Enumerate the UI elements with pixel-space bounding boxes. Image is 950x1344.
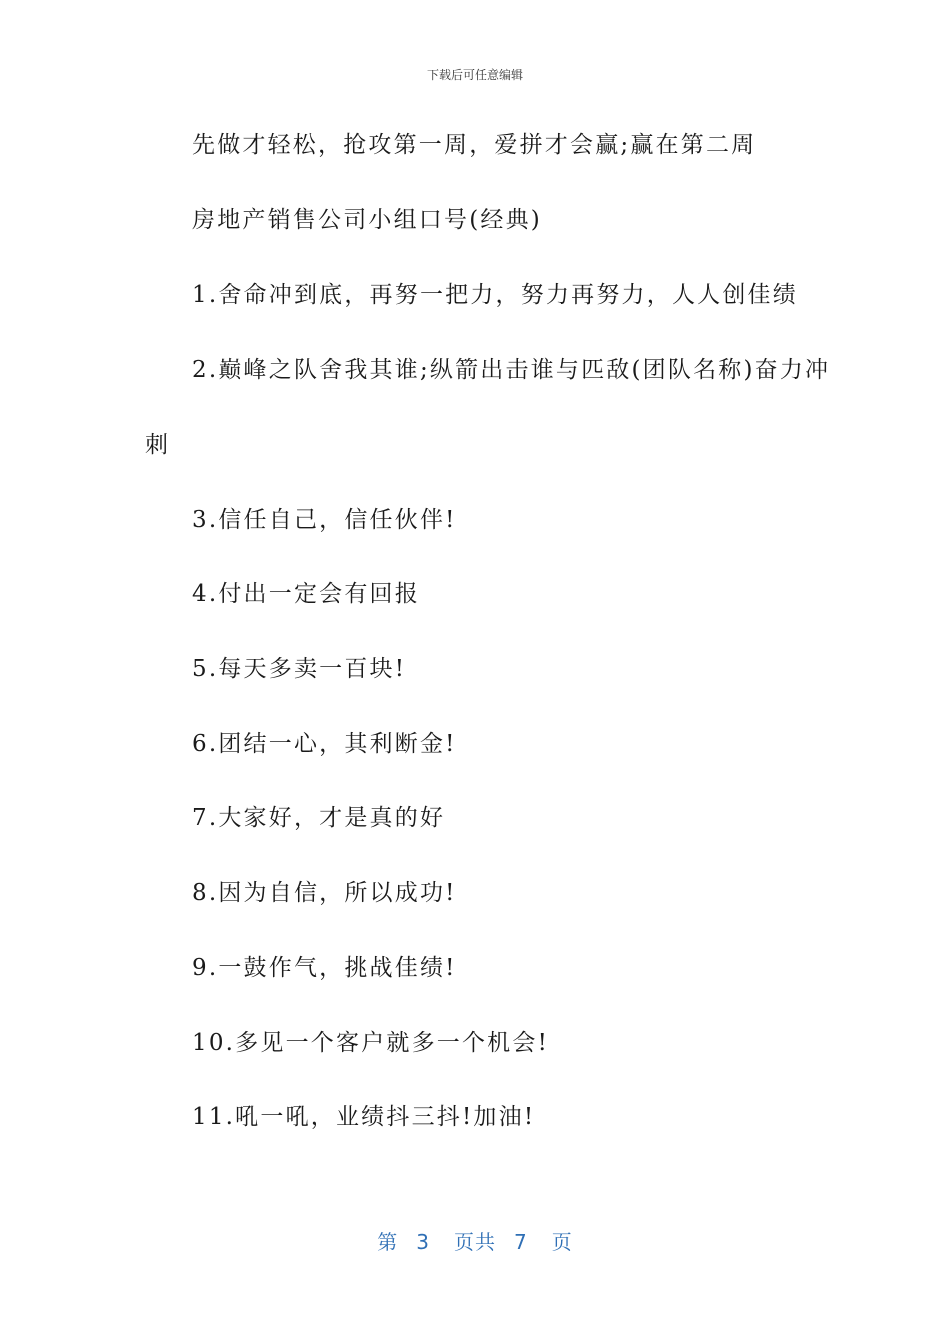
footer-ye: 页 (551, 1230, 573, 1254)
body-line-10: 8.因为自信，所以成功! (192, 880, 457, 906)
footer-current-page: 3 (416, 1230, 430, 1254)
footer-ye-gong: 页共 (454, 1230, 496, 1254)
body-line-8: 6.团结一心，其利断金! (192, 731, 457, 757)
body-line-13: 11.吼一吼，业绩抖三抖!加油! (192, 1104, 536, 1130)
body-line-4-continued: 刺 (145, 432, 171, 458)
footer-di: 第 (377, 1230, 399, 1254)
body-line-9: 7.大家好，才是真的好 (192, 805, 446, 831)
body-line-7: 5.每天多卖一百块! (192, 656, 407, 682)
footer-total-pages: 7 (514, 1230, 528, 1254)
body-line-1: 先做才轻松，抢攻第一周，爱拼才会赢;赢在第二周 (192, 132, 757, 158)
body-line-5: 3.信任自己，信任伙伴! (192, 507, 457, 533)
body-line-6: 4.付出一定会有回报 (192, 581, 420, 607)
page-footer (0, 1226, 950, 1255)
body-line-12: 10.多见一个客户就多一个机会! (192, 1030, 550, 1056)
body-line-4: 2.巅峰之队舍我其谁;纵箭出击谁与匹敌(团队名称)奋力冲 (192, 357, 831, 383)
page-header: 下载后可任意编辑 (426, 68, 523, 82)
body-line-11: 9.一鼓作气，挑战佳绩! (192, 955, 457, 981)
body-line-3: 1.舍命冲到底，再努一把力，努力再努力，人人创佳绩 (192, 282, 798, 308)
body-line-2-heading: 房地产销售公司小组口号(经典) (192, 207, 542, 233)
